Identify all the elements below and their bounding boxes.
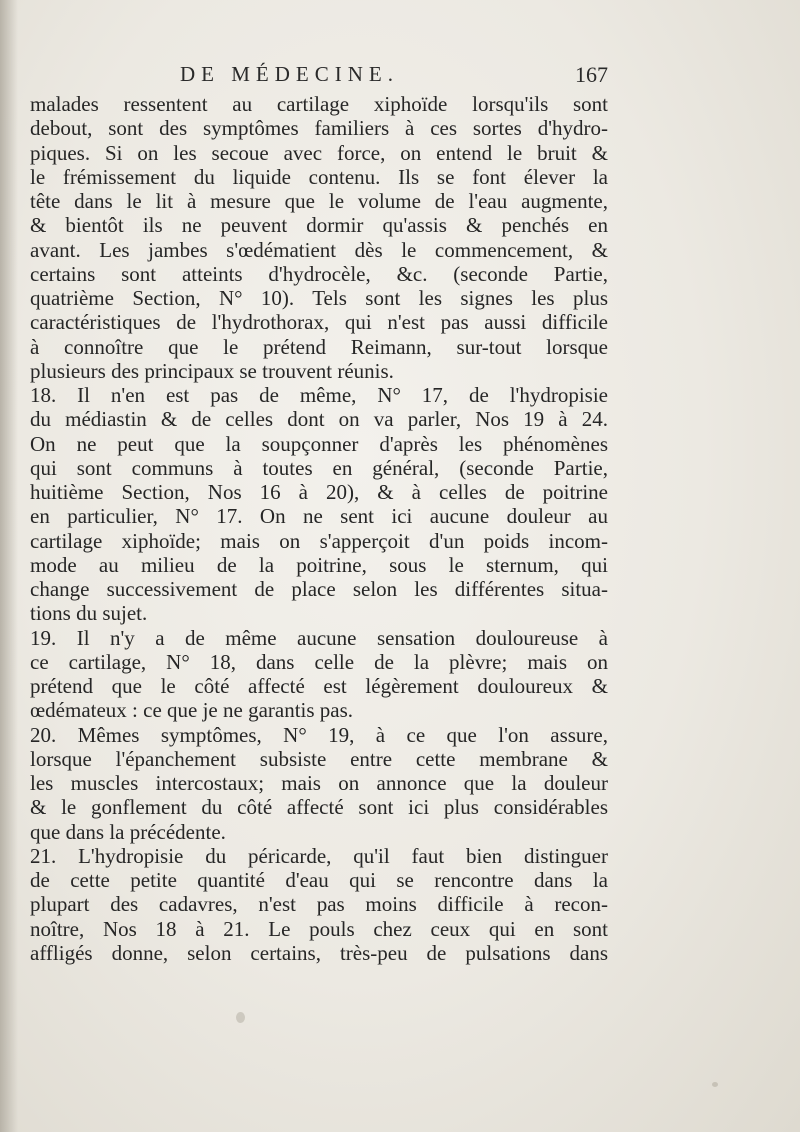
text-line: 18. Il n'en est pas de même, N° 17, de l'hydropisie — [30, 383, 608, 407]
text-line: cartilage xiphoïde; mais on s'apperçoit d'un poids incom- — [30, 528, 608, 553]
text-line: avant. Les jambes s'œdématient dès le commencement, & — [30, 237, 608, 262]
gutter-shadow — [0, 0, 18, 1132]
text-line: plupart des cadavres, n'est pas moins difficile à recon- — [30, 892, 608, 917]
text-line: 20. Mêmes symptômes, N° 19, à ce que l'on assure, — [30, 722, 608, 747]
text-line: du médiastin & de celles dont on va parler, Nos 19 à 24. — [30, 407, 608, 432]
ink-stain — [236, 1012, 245, 1023]
page-number: 167 — [575, 62, 608, 87]
text-line: malades ressentent au cartilage xiphoïde lorsqu'ils sont — [30, 92, 608, 116]
text-line: On ne peut que la soupçonner d'après les phénomènes — [30, 431, 608, 456]
text-line: à connoître que le prétend Reimann, sur-tout lorsque — [30, 334, 608, 359]
text-line: 19. Il n'y a de même aucune sensation douloureuse à — [30, 625, 608, 650]
text-line: qui sont communs à toutes en général, (seconde Partie, — [30, 455, 608, 480]
text-line: plusieurs des principaux se trouvent réunis. — [30, 358, 394, 383]
text-line: & le gonflement du côté affecté sont ici plus considérables — [30, 795, 608, 820]
text-line: change successivement de place selon les différentes situa- — [30, 577, 608, 601]
text-line: certains sont atteints d'hydrocèle, &c. (seconde Partie, — [30, 261, 608, 286]
page-header — [30, 62, 608, 92]
text-line: & bientôt ils ne peuvent dormir qu'assis & penchés en — [30, 213, 608, 238]
text-line: huitième Section, Nos 16 à 20), & à celles de poitrine — [30, 480, 608, 504]
text-line: noître, Nos 18 à 21. Le pouls chez ceux qui en sont — [30, 916, 608, 941]
text-line: le frémissement du liquide contenu. Ils se font élever la — [30, 164, 608, 189]
running-title: DE MÉDECINE. — [180, 62, 399, 86]
text-line: lorsque l'épanchement subsiste entre cette membrane & — [30, 746, 608, 771]
text-line: prétend que le côté affecté est légèrement douloureux & — [30, 674, 608, 698]
ink-stain — [712, 1082, 718, 1087]
text-line: les muscles intercostaux; mais on annonce que la douleur — [30, 771, 608, 795]
text-line: debout, sont des symptômes familiers à ces sortes d'hydro- — [30, 116, 608, 141]
text-line: 21. L'hydropisie du péricarde, qu'il faut bien distinguer — [30, 843, 608, 868]
text-line: piques. Si on les secoue avec force, on entend le bruit & — [30, 140, 608, 165]
text-line: affligés donne, selon certains, très-peu de pulsations dans — [30, 940, 608, 965]
text-line: caractéristiques de l'hydrothorax, qui n'est pas aussi difficile — [30, 310, 608, 335]
text-line: tête dans le lit à mesure que le volume de l'eau augmente, — [30, 189, 608, 213]
text-line: ce cartilage, N° 18, dans celle de la plèvre; mais on — [30, 649, 608, 674]
body-text — [30, 92, 608, 965]
text-line: de cette petite quantité d'eau qui se rencontre dans la — [30, 868, 608, 892]
text-line: œdémateux : ce que je ne garantis pas. — [30, 698, 354, 723]
text-line: tions du sujet. — [30, 601, 148, 626]
text-line: en particulier, N° 17. On ne sent ici aucune douleur au — [30, 504, 608, 529]
text-line: que dans la précédente. — [30, 819, 226, 844]
text-line: mode au milieu de la poitrine, sous le sternum, qui — [30, 552, 608, 577]
text-line: quatrième Section, N° 10). Tels sont les signes les plus — [30, 286, 608, 310]
